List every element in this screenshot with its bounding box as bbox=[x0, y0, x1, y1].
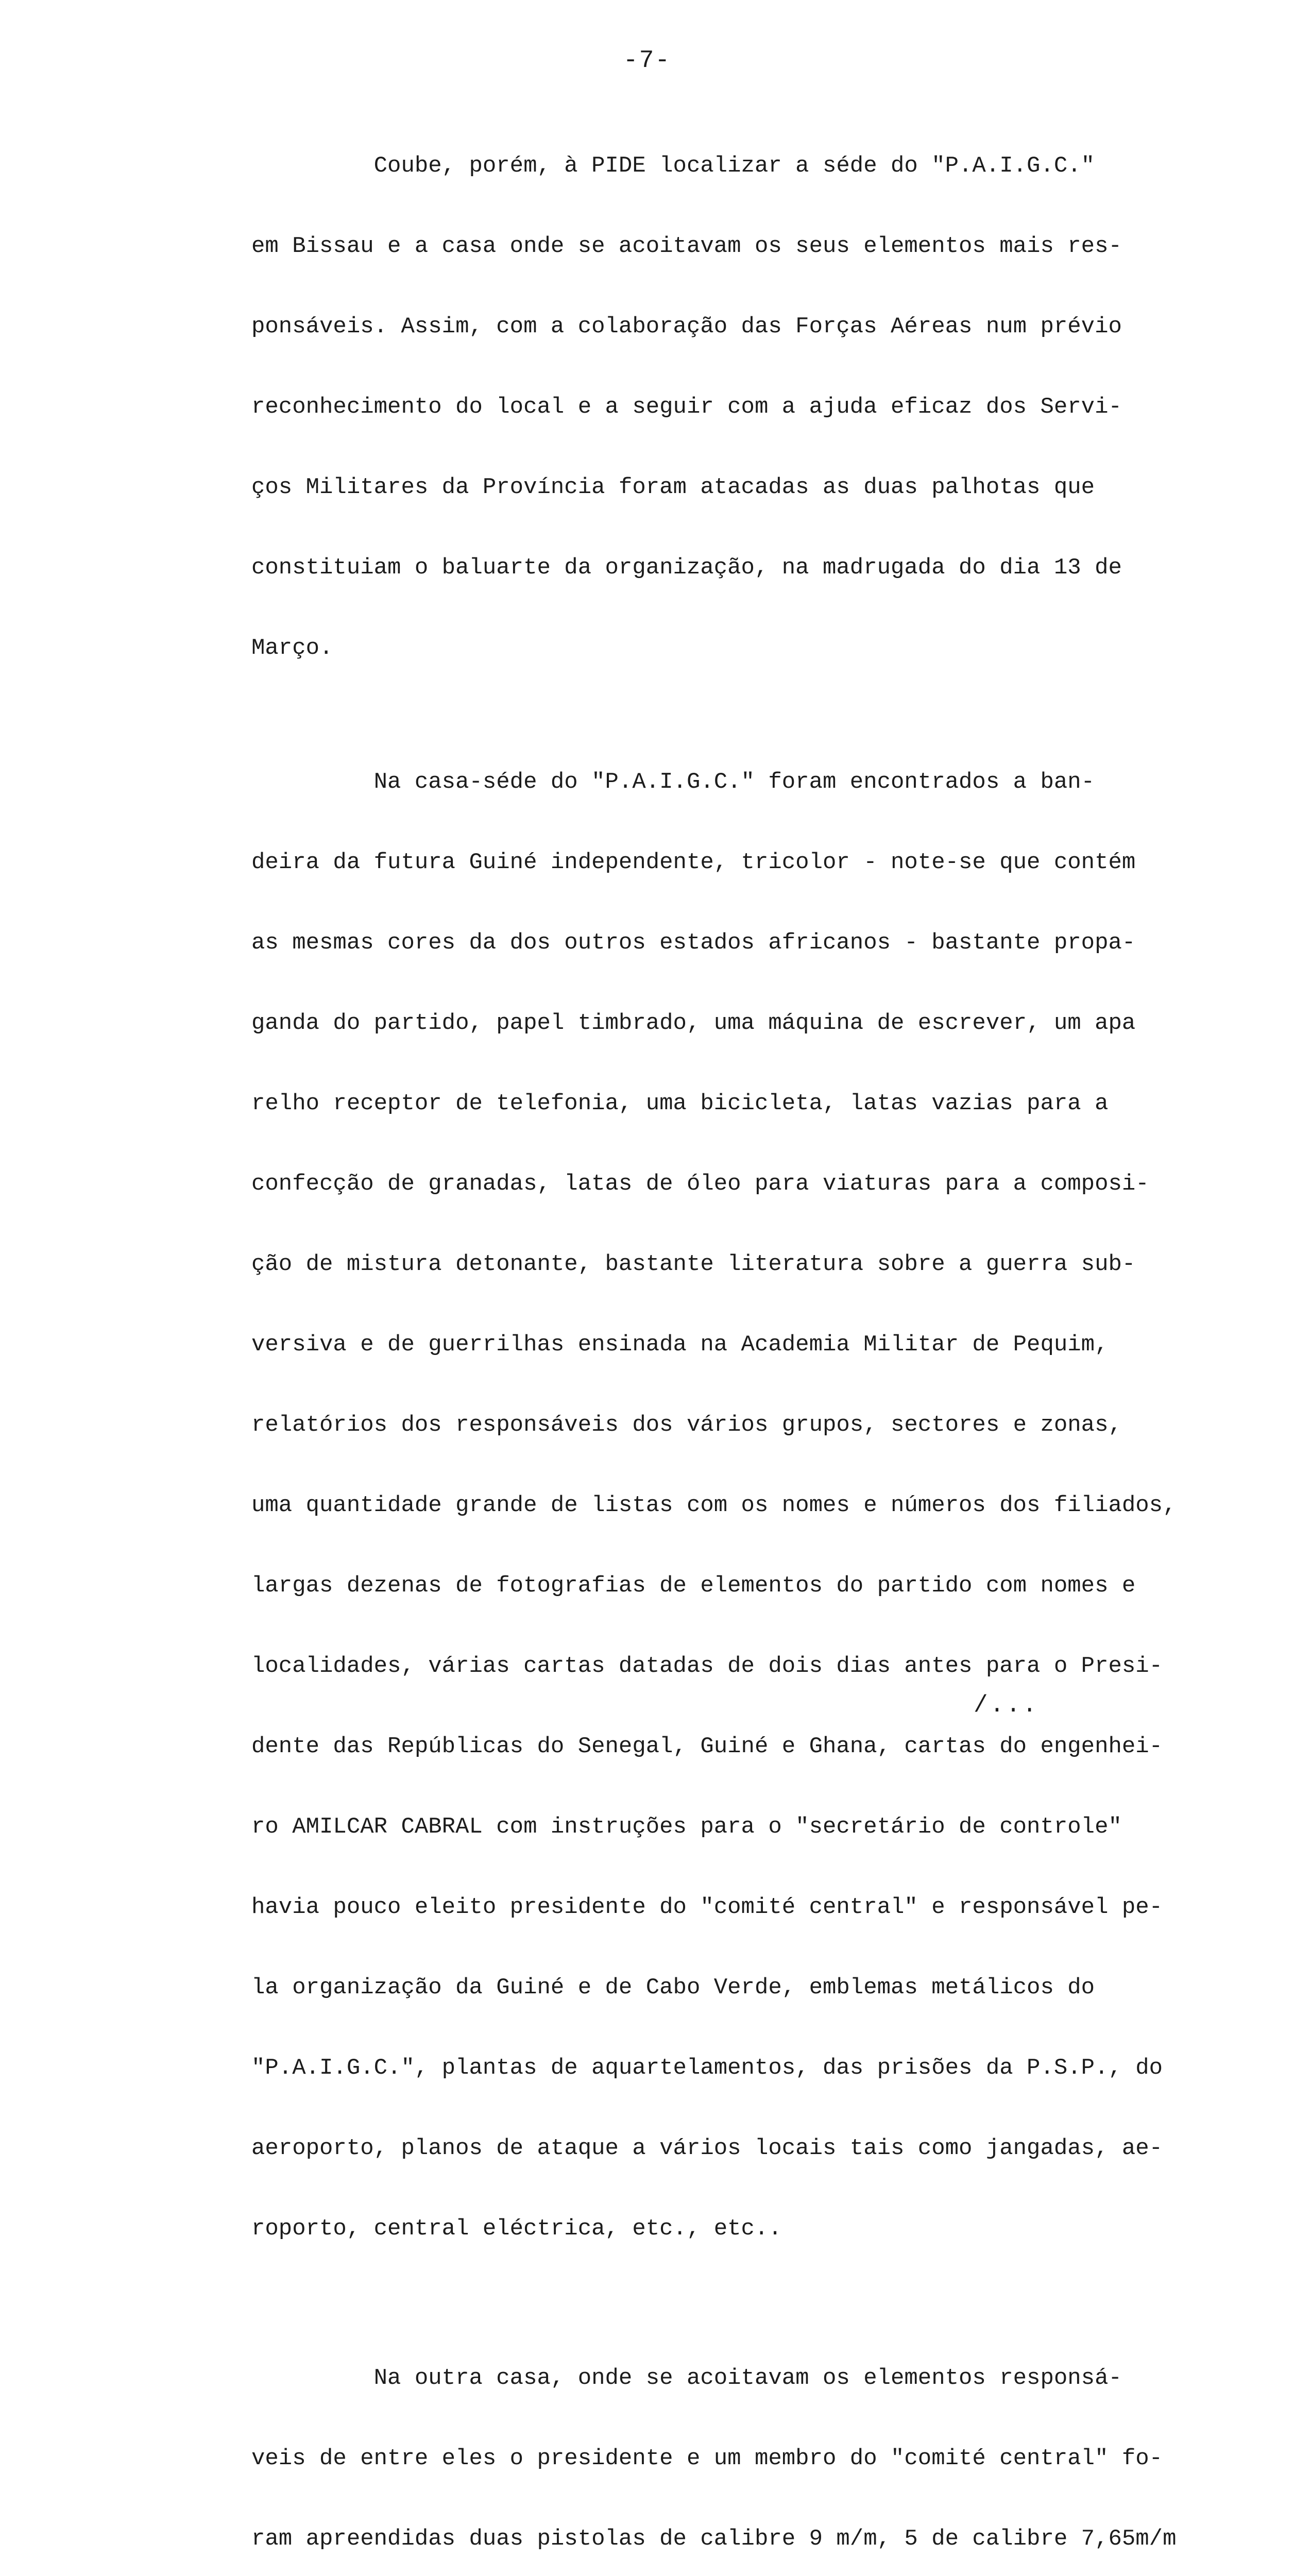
text-line: roporto, central eléctrica, etc., etc.. bbox=[251, 2216, 782, 2242]
text-line: ro AMILCAR CABRAL com instruções para o "secretário de controle" bbox=[251, 1814, 1122, 1840]
text-line: veis de entre eles o presidente e um membro do "comité central" fo- bbox=[251, 2446, 1163, 2471]
continuation-mark: /... bbox=[974, 1692, 1039, 1719]
text-line: versiva e de guerrilhas ensinada na Academia Militar de Pequim, bbox=[251, 1332, 1109, 1358]
text-line: reconhecimento do local e a seguir com a ajuda eficaz dos Servi- bbox=[251, 394, 1122, 420]
text-line: la organização da Guiné e de Cabo Verde, emblemas metálicos do bbox=[251, 1975, 1095, 2001]
text-line: deira da futura Guiné independente, tricolor - note-se que contém bbox=[251, 850, 1136, 875]
text-line: uma quantidade grande de listas com os nomes e números dos filiados, bbox=[251, 1493, 1177, 1518]
text-line: ços Militares da Província foram atacadas as duas palhotas que bbox=[251, 474, 1095, 500]
text-line: largas dezenas de fotografias de elementos do partido com nomes e bbox=[251, 1573, 1136, 1599]
paragraph-pide-headquarters bbox=[251, 99, 1220, 715]
text-line: as mesmas cores da dos outros estados africanos - bastante propa- bbox=[251, 930, 1136, 956]
paragraph-other-house bbox=[251, 2311, 1220, 2576]
text-line: Março. bbox=[251, 635, 333, 661]
text-line: "P.A.I.G.C.", plantas de aquartelamentos, das prisões da P.S.P., do bbox=[251, 2055, 1163, 2081]
text-line: relatórios dos responsáveis dos vários grupos, sectores e zonas, bbox=[251, 1412, 1122, 1438]
text-line: Na casa-séde do "P.A.I.G.C." foram encontrados a ban- bbox=[251, 769, 1095, 795]
text-line: havia pouco eleito presidente do "comité central" e responsável pe- bbox=[251, 1894, 1163, 1920]
document-body bbox=[251, 99, 1220, 2576]
text-line: em Bissau e a casa onde se acoitavam os seus elementos mais res- bbox=[251, 233, 1122, 259]
text-line: relho receptor de telefonia, uma bicicleta, latas vazias para a bbox=[251, 1091, 1109, 1116]
text-line: localidades, várias cartas datadas de dois dias antes para o Presi- bbox=[251, 1653, 1163, 1679]
text-line: ponsáveis. Assim, com a colaboração das Forças Aéreas num prévio bbox=[251, 314, 1122, 340]
text-line: ção de mistura detonante, bastante literatura sobre a guerra sub- bbox=[251, 1251, 1136, 1277]
text-line: Na outra casa, onde se acoitavam os elementos responsá- bbox=[251, 2365, 1122, 2391]
text-line: ganda do partido, papel timbrado, uma máquina de escrever, um apa bbox=[251, 1010, 1136, 1036]
text-line: constituiam o baluarte da organização, na madrugada do dia 13 de bbox=[251, 555, 1122, 581]
paragraph-items-found bbox=[251, 715, 1220, 2296]
page-number: -7- bbox=[623, 47, 671, 75]
text-line: ram apreendidas duas pistolas de calibre 9 m/m, 5 de calibre 7,65m/m bbox=[251, 2526, 1177, 2552]
text-line: confecção de granadas, latas de óleo para viaturas para a composi- bbox=[251, 1171, 1149, 1197]
text-line: aeroporto, planos de ataque a vários locais tais como jangadas, ae- bbox=[251, 2136, 1163, 2161]
text-line: dente das Repúblicas do Senegal, Guiné e Ghana, cartas do engenhei- bbox=[251, 1734, 1163, 1759]
text-line: Coube, porém, à PIDE localizar a séde do "P.A.I.G.C." bbox=[251, 153, 1095, 179]
